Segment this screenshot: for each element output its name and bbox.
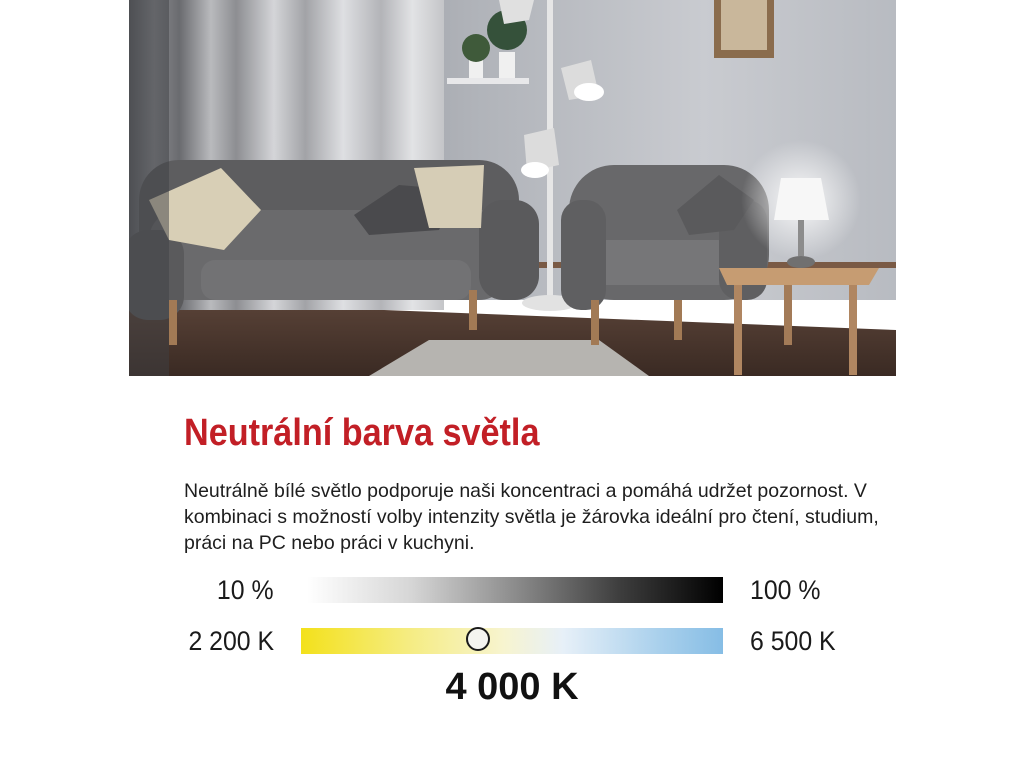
temperature-min-label: 2 200 K [188,626,274,656]
intensity-bar [307,577,723,603]
heading: Neutrální barva světla [184,412,540,454]
description: Neutrálně bílé světlo podporuje naši koncentraci a pomáhá udržet pozornost. V kombinaci s možností volby intenzity světla je žárovka ideální pro čtení, studium, práci na PC nebo práci v kuchyni. [184,480,879,554]
temperature-marker [466,627,490,651]
living-room-photo [129,0,896,376]
intensity-max-label: 100 % [750,575,821,605]
temperature-bar [301,628,723,654]
temperature-max-label: 6 500 K [750,626,836,656]
intensity-min-label: 10 % [217,575,274,605]
selected-temperature-value: 4 000 K [445,666,579,708]
